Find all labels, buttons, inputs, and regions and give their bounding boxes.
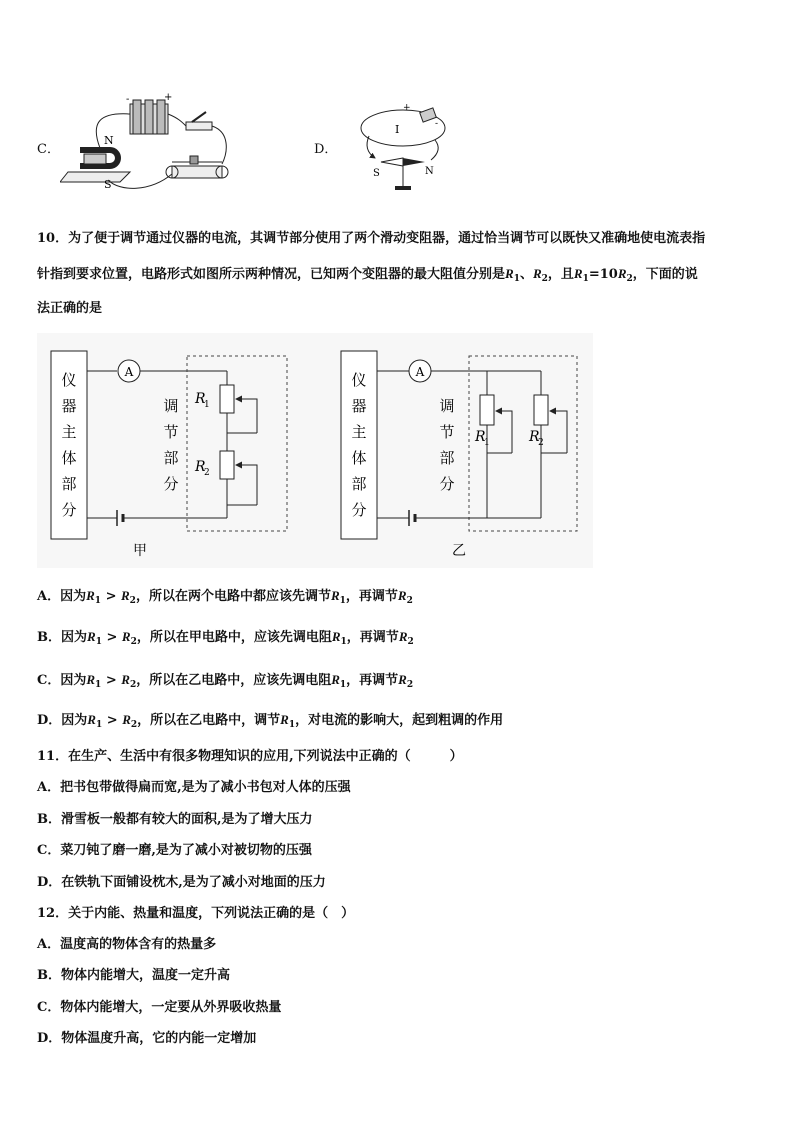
q10-option-b: B．因为$R_1 > R_2$，所以在甲电路中，应该先调电阻$R_1$，再调节$R_2$ [37, 629, 414, 647]
battery-icon [130, 100, 168, 134]
q11-option-b: B．滑雪板一般都有较大的面积,是为了增大压力 [37, 812, 313, 827]
svg-text:部: 部 [351, 475, 367, 493]
svg-text:分: 分 [439, 475, 455, 493]
q11-option-c: C．菜刀钝了磨一磨,是为了减小对被切物的压强 [37, 843, 312, 858]
switch-icon [186, 112, 212, 130]
svg-text:节: 节 [439, 423, 455, 441]
svg-text:A: A [124, 365, 134, 379]
svg-text:仪: 仪 [351, 371, 367, 389]
svg-text:乙: 乙 [452, 543, 466, 559]
q12-option-c: C．物体内能增大，一定要从外界吸收热量 [37, 1000, 282, 1015]
pole-n: N [104, 134, 114, 147]
q11-stem: 11．在生产、生活中有很多物理知识的应用,下列说法中正确的（ ） [37, 749, 463, 764]
resistor-r2 [534, 395, 548, 425]
q10-option-d: D．因为$R_1 > R_2$，所以在乙电路中，调节$R_1$，对电流的影响大，起到粗调的作用 [37, 712, 504, 730]
q9-figure-d [355, 100, 455, 196]
svg-text:主: 主 [351, 423, 367, 441]
resistor-r1 [220, 385, 234, 413]
q10-stem-line2: 针指到要求位置，电路形式如图所示两种情况，已知两个变阻器的最大阻值分别是$R_1$、$R_2$，且$R_1=10R_2$，下面的说 [37, 266, 698, 284]
svg-text:分: 分 [351, 501, 367, 519]
compass-n: N [425, 166, 434, 177]
svg-text:部: 部 [61, 475, 77, 493]
resistor-r2 [220, 451, 234, 479]
svg-text:分: 分 [163, 475, 179, 493]
q11-option-d: D．在铁轨下面铺设枕木,是为了减小对地面的压力 [37, 875, 326, 890]
battery-icon [420, 108, 437, 122]
q11-option-a: A．把书包带做得扁而宽,是为了减小书包对人体的压强 [37, 780, 351, 795]
svg-text:甲: 甲 [133, 543, 147, 559]
svg-text:调: 调 [439, 397, 455, 415]
q12-option-b: B．物体内能增大，温度一定升高 [37, 968, 230, 983]
q10-option-c: C．因为$R_1 > R_2$，所以在乙电路中，应该先调电阻$R_1$，再调节$R_2$ [37, 672, 414, 690]
svg-text:主: 主 [61, 423, 77, 441]
svg-text:2: 2 [204, 468, 210, 478]
svg-text:器: 器 [351, 397, 367, 415]
battery-plus: + [164, 92, 173, 103]
svg-text:A: A [415, 365, 425, 379]
compass-s: S [373, 168, 380, 179]
resistor-r1 [480, 395, 494, 425]
current-label: I [395, 123, 400, 136]
d-minus: - [435, 119, 439, 129]
svg-text:分: 分 [61, 501, 77, 519]
q10-circuit-figure [37, 333, 593, 568]
q9-option-d-label: D． [314, 142, 338, 157]
svg-text:调: 调 [163, 397, 179, 415]
svg-text:R: R [475, 429, 486, 445]
svg-text:1: 1 [484, 438, 490, 448]
q10-option-a: A．因为$R_1 > R_2$，所以在两个电路中都应该先调节$R_1$，再调节$R_2$ [37, 588, 413, 606]
svg-text:体: 体 [61, 449, 77, 467]
q9-figure-c [60, 92, 235, 202]
q9-option-c-label: C． [37, 142, 60, 157]
compass-needle-icon [381, 158, 425, 190]
svg-text:节: 节 [163, 423, 179, 441]
rheostat-icon [166, 156, 228, 178]
q12-stem: 12．关于内能、热量和温度，下列说法正确的是（ ） [37, 906, 355, 921]
magnet-icon [60, 150, 130, 182]
d-plus: + [403, 103, 411, 113]
svg-text:仪: 仪 [61, 371, 77, 389]
battery-minus: - [126, 94, 130, 105]
svg-text:R: R [195, 459, 206, 475]
q12-option-d: D．物体温度升高，它的内能一定增加 [37, 1031, 257, 1046]
svg-text:部: 部 [439, 449, 455, 467]
q10-stem-line1: 10．为了便于调节通过仪器的电流，其调节部分使用了两个滑动变阻器，通过恰当调节可以既快又准确地使电流表指 [37, 231, 706, 246]
q10-stem-line3: 法正确的是 [37, 301, 103, 316]
svg-text:R: R [195, 391, 206, 407]
svg-text:器: 器 [61, 397, 77, 415]
pole-s: S [104, 178, 112, 191]
svg-text:部: 部 [163, 449, 179, 467]
svg-text:R: R [529, 429, 540, 445]
q12-option-a: A．温度高的物体含有的热量多 [37, 937, 217, 952]
svg-text:体: 体 [351, 449, 367, 467]
svg-text:1: 1 [204, 400, 210, 410]
svg-text:2: 2 [538, 438, 544, 448]
